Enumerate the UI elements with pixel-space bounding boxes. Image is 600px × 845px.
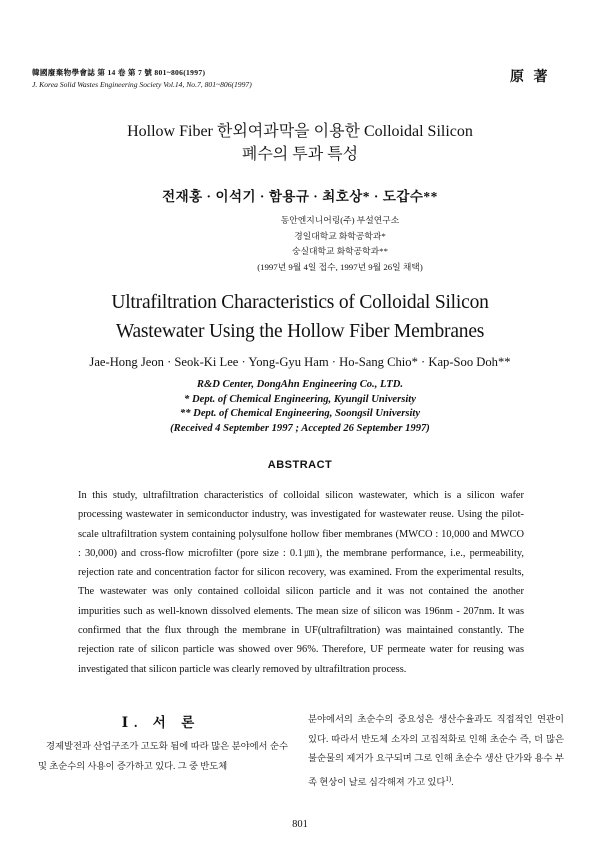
journal-name-korean: 韓國廢棄物學會誌 第 14 卷 第 7 號 801~806(1997)	[32, 68, 206, 77]
abstract-heading: ABSTRACT	[267, 459, 333, 471]
received-dates-korean: (1997년 9월 4일 접수, 1997년 9월 26일 채택)	[257, 261, 423, 272]
affiliation-line: 동안엔지니어링(주) 부설연구소	[280, 215, 400, 225]
english-title	[0, 288, 600, 346]
reference-marker: 1)	[445, 774, 452, 783]
abstract-body: In this study, ultrafiltration characteristics of colloidal silicon wastewater, which is a silicon wafer processing wastewater in semiconductor industry, was investigated for wastewater reuse. Using the pilot-scale ultrafiltration system containing polysulfone hollow fiber membranes (MWCO : 10,000 and MWCO : 30,000) and cross-flow microfilter (pore size : 0.1㎛), the membrane performance, i.e., permeability, rejection rate and concentration factor for silicon recovery, was examined. From the experimental results, The wastewater was only contained colloidal silicon particle and it was not contained the another impurities such as well-known dissolved elements. The mean size of silicon was 196nm - 207nm. It was confirmed that the flux through the membrane in UF(ultrafiltration) was maintained constantly. The rejection rate of silicon particle was showed over 96%. Therefore, UF permeate water for reusing was investigated that silicon particle was clearly removed by ultrafiltration process.	[78, 490, 524, 675]
journal-header	[32, 67, 252, 91]
korean-affiliations	[40, 213, 600, 275]
affiliation-line: R&D Center, DongAhn Engineering Co., LTD.	[196, 379, 404, 390]
introduction-right-column	[308, 711, 564, 793]
received-dates-english: (Received 4 September 1997 ; Accepted 26 September 1997)	[170, 422, 430, 434]
affiliation-line: * Dept. of Chemical Engineering, Kyungil University	[184, 393, 416, 405]
korean-title-line: 폐수의 투과 특성	[241, 146, 359, 163]
page-number: 801	[292, 819, 308, 830]
english-authors: Jae-Hong Jeon · Seok-Ki Lee · Yong-Gyu Ham · Ho-Sang Chio* · Kap-Soo Doh**	[89, 355, 511, 369]
introduction-right-text: 분야에서의 초순수의 중요성은 생산수율과도 직접적인 연관이 있다. 따라서 반도체 소자의 고집적화로 인해 초순수 즉, 더 많은 불순물의 제거가 요구되며 그로 인해 초순수 생산 단가와 용수 부족 현상이 날로 심각해져 가고 있다	[308, 715, 564, 788]
introduction-left-column: 경제발전과 산업구조가 고도화 됨에 따라 많은 분야에서 순수 및 초순수의 사용이 증가하고 있다. 그 중 반도체	[38, 742, 288, 772]
korean-authors: 전재홍 · 이석기 · 함용규 · 최호상* · 도갑수**	[162, 189, 438, 204]
section-heading-introduction: Ⅰ. 서 론	[121, 715, 201, 730]
english-affiliations	[0, 378, 600, 436]
article-type-badge: 原 著	[510, 70, 551, 85]
journal-name-english: J. Korea Solid Wastes Engineering Society Vol.14, No.7, 801~806(1997)	[32, 80, 252, 89]
affiliation-line: ** Dept. of Chemical Engineering, Soongsil University	[179, 408, 421, 419]
english-title-line: Wastewater Using the Hollow Fiber Membranes	[115, 321, 485, 342]
affiliation-line: 경일대학교 화학공학과*	[294, 230, 386, 241]
sentence-end: .	[451, 777, 454, 788]
korean-title	[0, 120, 600, 166]
korean-title-line: Hollow Fiber 한외여과막을 이용한 Colloidal Silicon	[127, 123, 473, 140]
affiliation-line: 숭실대학교 화학공학과**	[292, 246, 388, 256]
english-title-line: Ultrafiltration Characteristics of Colloidal Silicon	[111, 292, 489, 313]
